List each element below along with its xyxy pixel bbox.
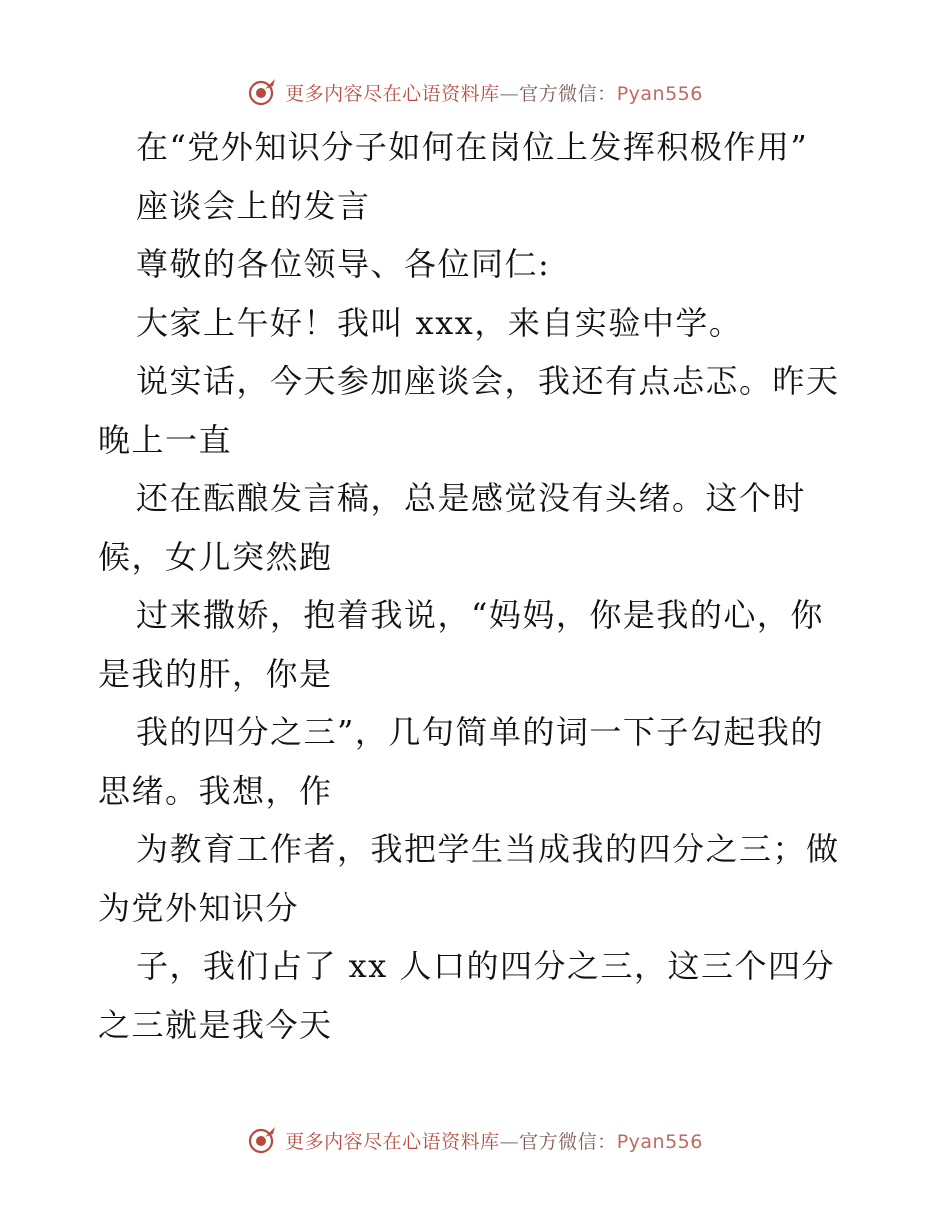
text-line: 候，女儿突然跑 <box>98 537 333 576</box>
header-banner <box>0 72 950 112</box>
text-line: 子，我们占了 xx 人口的四分之三，这三个四分 <box>136 947 835 985</box>
banner-separator: — <box>499 1130 520 1153</box>
banner-wechat-label: 官方微信： <box>519 82 617 105</box>
text-line: 我的四分之三”，几句简单的词一下子勾起我的 <box>136 713 824 751</box>
document-body <box>98 118 868 1054</box>
text-line: 晚上一直 <box>98 420 233 459</box>
banner-wechat-id: Pyan556 <box>616 1130 703 1153</box>
footer-banner <box>0 1120 950 1160</box>
text-line: 是我的肝，你是 <box>98 654 333 693</box>
banner-wechat-label: 官方微信： <box>519 1130 617 1153</box>
text-line: 座谈会上的发言 <box>136 186 371 225</box>
quill-logo-icon <box>247 77 277 107</box>
text-line: 还在酝酿发言稿，总是感觉没有头绪。这个时 <box>136 479 807 517</box>
text-line: 之三就是我今天 <box>98 1005 333 1044</box>
quill-logo-icon <box>247 1125 277 1155</box>
text-line: 在“党外知识分子如何在岗位上发挥积极作用” <box>136 128 809 166</box>
text-line: 过来撒娇，抱着我说，“妈妈，你是我的心，你 <box>136 596 824 634</box>
text-line: 为党外知识分 <box>98 888 300 927</box>
text-line: 说实话，今天参加座谈会，我还有点忐忑。昨天 <box>136 362 840 400</box>
banner-main-text: 更多内容尽在心语资料库 <box>285 82 500 105</box>
banner-text <box>285 79 703 106</box>
banner-text <box>285 1127 703 1154</box>
banner-wechat-id: Pyan556 <box>616 82 703 105</box>
banner-main-text: 更多内容尽在心语资料库 <box>285 1130 500 1153</box>
banner-separator: — <box>499 82 520 105</box>
text-line: 思绪。我想，作 <box>98 771 333 810</box>
text-line: 尊敬的各位领导、各位同仁: <box>136 245 551 283</box>
text-line: 大家上午好！我叫 xxx，来自实验中学。 <box>136 303 743 342</box>
text-line: 为教育工作者，我把学生当成我的四分之三；做 <box>136 830 840 868</box>
